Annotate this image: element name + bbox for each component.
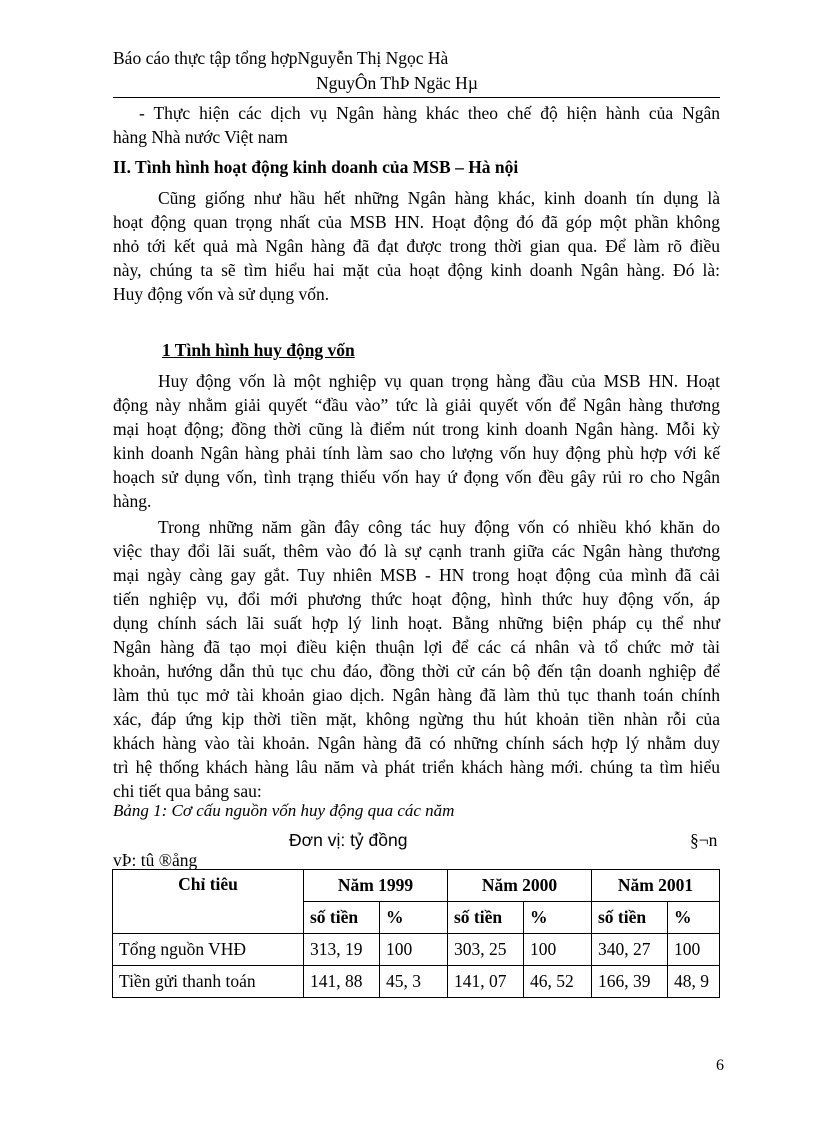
paragraph-line: làm thủ tục mở tài khoản giao dịch. Ngân hàng đã làm thủ tục thanh toán chính (113, 685, 720, 705)
header-amount: số tiền (448, 902, 524, 934)
row-label: Tổng nguồn VHĐ (113, 934, 304, 966)
header-percent: % (668, 902, 720, 934)
header-rule (113, 97, 720, 98)
table-unit-garbled: §¬n (690, 830, 718, 850)
paragraph-line: xác, đáp ứng kịp thời tiền mặt, không ngừng thu hút khoản tiền nhàn rỗi của (113, 709, 720, 729)
table-cell: 100 (380, 934, 448, 966)
paragraph-line: hoạt động quan trọng nhất của MSB HN. Hoạt động đó đã góp một phần không (113, 212, 720, 232)
table-caption: Bảng 1: Cơ cấu nguồn vốn huy động qua các năm (113, 801, 455, 820)
table-row (113, 966, 720, 998)
intro-line: hàng Nhà nước Việt nam (113, 127, 288, 147)
header-year: Năm 1999 (304, 870, 448, 902)
paragraph-line: khoản, hướng dẫn thủ tục chu đáo, đồng thời cử cán bộ đến tận doanh nghiệp để (113, 661, 720, 681)
header-year: Năm 2000 (448, 870, 592, 902)
header-amount: số tiền (304, 902, 380, 934)
paragraph-line: kinh doanh Ngân hàng phải tính làm sao cho lượng vốn huy động phù hợp với kế (113, 443, 720, 463)
paragraph-line: động này nhằm giải quyết “đầu vào” tức là giải quyết vốn để Ngân hàng thương (113, 395, 720, 415)
header-year: Năm 2001 (592, 870, 720, 902)
table-cell: 166, 39 (592, 966, 668, 998)
section-title: II. Tình hình hoạt động kinh doanh của MSB – Hà nội (113, 157, 519, 177)
paragraph-line: hàng. (113, 491, 152, 511)
intro-line: - Thực hiện các dịch vụ Ngân hàng khác theo chế độ hiện hành của Ngân (139, 103, 720, 123)
paragraph-line: Trong những năm gần đây công tác huy động vốn có nhiều khó khăn do (158, 517, 720, 537)
row-label: Tiền gửi thanh toán (113, 966, 304, 998)
table-cell: 100 (524, 934, 592, 966)
subsection-title: 1 Tình hình huy động vốn (162, 340, 355, 360)
table-cell: 141, 07 (448, 966, 524, 998)
table-cell: 100 (668, 934, 720, 966)
paragraph-line: khách hàng vào tài khoản. Ngân hàng đã có những chính sách hợp lý nhằm duy (113, 733, 720, 753)
page-number: 6 (716, 1057, 724, 1074)
table-unit-garbled: vÞ: tû ®ång (113, 850, 198, 870)
header-percent: % (380, 902, 448, 934)
paragraph-line: mại hoạt động; đồng thời cũng là điểm nút trong kinh doanh Ngân hàng. Mỗi kỳ (113, 419, 720, 439)
header-amount: số tiền (592, 902, 668, 934)
table-cell: 340, 27 (592, 934, 668, 966)
table-row (113, 934, 720, 966)
table-cell: 303, 25 (448, 934, 524, 966)
paragraph-line: Ngân hàng đã tạo mọi điều kiện thuận lợi để các cá nhân và tổ chức mở tài (113, 637, 720, 657)
table-unit: Đơn vị: tỷ đồng (289, 830, 408, 850)
paragraph-line: chi tiết qua bảng sau: (113, 781, 262, 801)
table-cell: 313, 19 (304, 934, 380, 966)
paragraph-line: việc thay đổi lãi suất, thêm vào đó là sự cạnh tranh giữa các Ngân hàng thương (113, 541, 720, 561)
table-cell: 45, 3 (380, 966, 448, 998)
paragraph-line: Cũng giống như hầu hết những Ngân hàng khác, kinh doanh tín dụng là (158, 188, 720, 208)
paragraph-line: trì hệ thống khách hàng lâu năm và phát triển khách hàng mới. chúng ta tìm hiểu (113, 757, 720, 777)
paragraph-line: tiến nghiệp vụ, đổi mới phương thức hoạt động, hình thức huy động vốn, áp (113, 589, 720, 609)
paragraph-line: mại ngày càng gay gắt. Tuy nhiên MSB - HN trong hoạt động của mình đã cải (113, 565, 720, 585)
funding-structure-table (112, 869, 720, 998)
paragraph-line: hoạch sử dụng vốn, tình trạng thiếu vốn hay ứ đọng vốn đều gây rủi ro cho Ngân (113, 467, 720, 487)
paragraph-line: dụng chính sách lãi suất hợp lý linh hoạt. Bằng những biện pháp cụ thể như (113, 613, 720, 633)
paragraph-line: nhỏ tới kết quả mà Ngân hàng đã đạt được trong thời gian qua. Để làm rõ điều (113, 236, 720, 256)
paragraph-line: Huy động vốn là một nghiệp vụ quan trọng hàng đầu của MSB HN. Hoạt (158, 371, 720, 391)
paragraph-line: này, chúng ta sẽ tìm hiểu hai mặt của hoạt động kinh doanh Ngân hàng. Đó là: (113, 260, 720, 280)
running-header-garbled: NguyÔn ThÞ Ngäc Hµ (316, 73, 478, 93)
running-header: Báo cáo thực tập tổng hợpNguyễn Thị Ngọc Hà (113, 48, 449, 68)
header-percent: % (524, 902, 592, 934)
paragraph-line: Huy động vốn và sử dụng vốn. (113, 284, 330, 304)
table-cell: 48, 9 (668, 966, 720, 998)
table-cell: 46, 52 (524, 966, 592, 998)
table-cell: 141, 88 (304, 966, 380, 998)
header-indicator: Chỉ tiêu (113, 870, 304, 934)
